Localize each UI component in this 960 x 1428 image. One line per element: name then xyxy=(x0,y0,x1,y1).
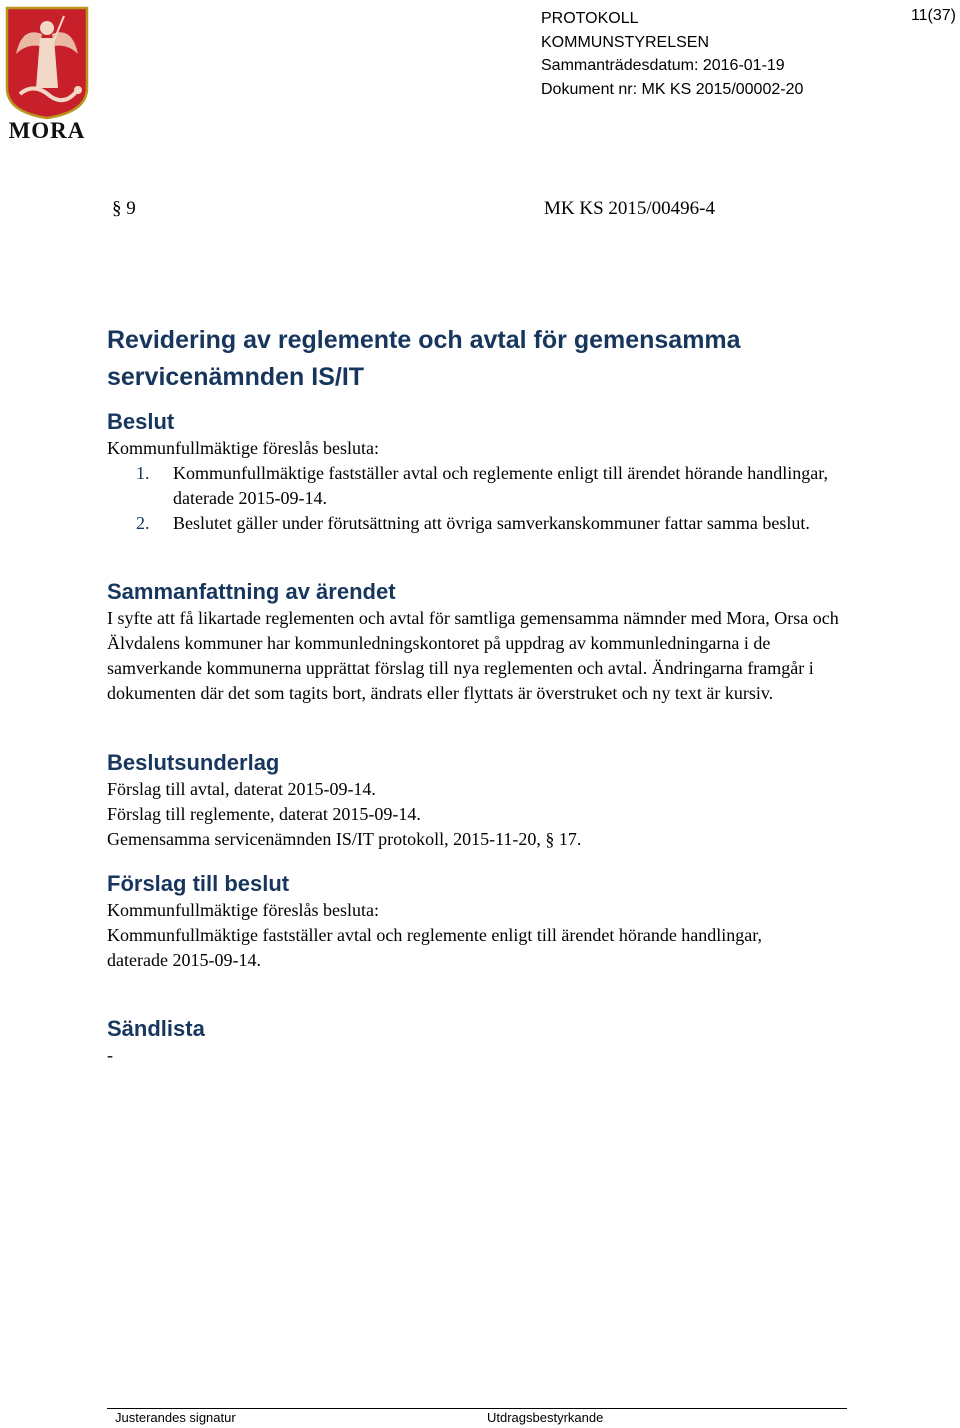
list-item xyxy=(107,461,867,511)
forslag-intro: Kommunfullmäktige föreslås besluta: xyxy=(107,900,379,920)
sammanfattning-text: I syfte att få likartade reglementen och avtal för samtliga gemensamma nämnder med Mora, Orsa och Älvdalens kommuner har kommunledningskontoret på uppdrag av kommunledningarna i de samverkande kommunerna upprättat förslag till nya reglementen och avtal. Ändringarna framgår i dokumenten där det som tagits bort, ändrats eller flyttats är överstruket och ny text är kursiv. xyxy=(107,608,839,703)
list-number: 1. xyxy=(136,463,150,483)
sandlista-heading: Sändlista xyxy=(107,1016,205,1041)
diarienummer: MK KS 2015/00496-4 xyxy=(544,198,716,219)
underlag-line: Gemensamma servicenämnden IS/IT protokoll, 2015-11-20, § 17. xyxy=(107,829,582,849)
logo-text: MORA xyxy=(8,118,86,143)
footer-divider xyxy=(107,1408,847,1409)
beslut-section xyxy=(107,408,867,536)
forslag-section xyxy=(107,870,807,973)
list-number: 2. xyxy=(136,513,150,533)
forslag-heading: Förslag till beslut xyxy=(107,871,290,896)
justerandes-signatur-label: Justerandes signatur xyxy=(115,1410,236,1425)
underlag-line: Förslag till avtal, daterat 2015-09-14. xyxy=(107,779,376,799)
beslut-heading: Beslut xyxy=(107,409,175,434)
document-header xyxy=(541,7,803,101)
utdragsbestyrkande-label: Utdragsbestyrkande xyxy=(487,1410,604,1425)
meeting-date: Sammanträdesdatum: 2016-01-19 xyxy=(541,57,785,74)
beslutsunderlag-section xyxy=(107,749,867,852)
page-number: 11(37) xyxy=(910,7,956,24)
list-text: Kommunfullmäktige fastställer avtal och reglemente enligt till ärendet hörande handlingar, daterade 2015-09-14. xyxy=(173,463,829,508)
beslutsunderlag-heading: Beslutsunderlag xyxy=(107,750,280,775)
beslut-intro: Kommunfullmäktige föreslås besluta: xyxy=(107,438,379,458)
forslag-text: Kommunfullmäktige fastställer avtal och reglemente enligt till ärendet hörande handlingar, daterade 2015-09-14. xyxy=(107,925,763,970)
beslut-list xyxy=(107,461,867,536)
page-title: Revidering av reglemente och avtal för gemensamma servicenämnden IS/IT xyxy=(107,326,741,391)
list-text: Beslutet gäller under förutsättning att övriga samverkanskommuner fattar samma beslut. xyxy=(173,513,810,533)
protocol-label: PROTOKOLL xyxy=(541,10,639,27)
sandlista-text: - xyxy=(107,1045,113,1065)
organ-name: KOMMUNSTYRELSEN xyxy=(541,33,710,51)
mora-logo xyxy=(4,6,90,142)
document-number: Dokument nr: MK KS 2015/00002-20 xyxy=(541,80,804,98)
sammanfattning-section xyxy=(107,578,847,706)
list-item xyxy=(107,511,867,536)
sandlista-section xyxy=(107,1015,807,1068)
section-reference xyxy=(112,198,716,220)
underlag-line: Förslag till reglemente, daterat 2015-09-14. xyxy=(107,804,421,824)
paragraph-number: § 9 xyxy=(112,198,136,219)
sammanfattning-heading: Sammanfattning av ärendet xyxy=(107,579,396,604)
